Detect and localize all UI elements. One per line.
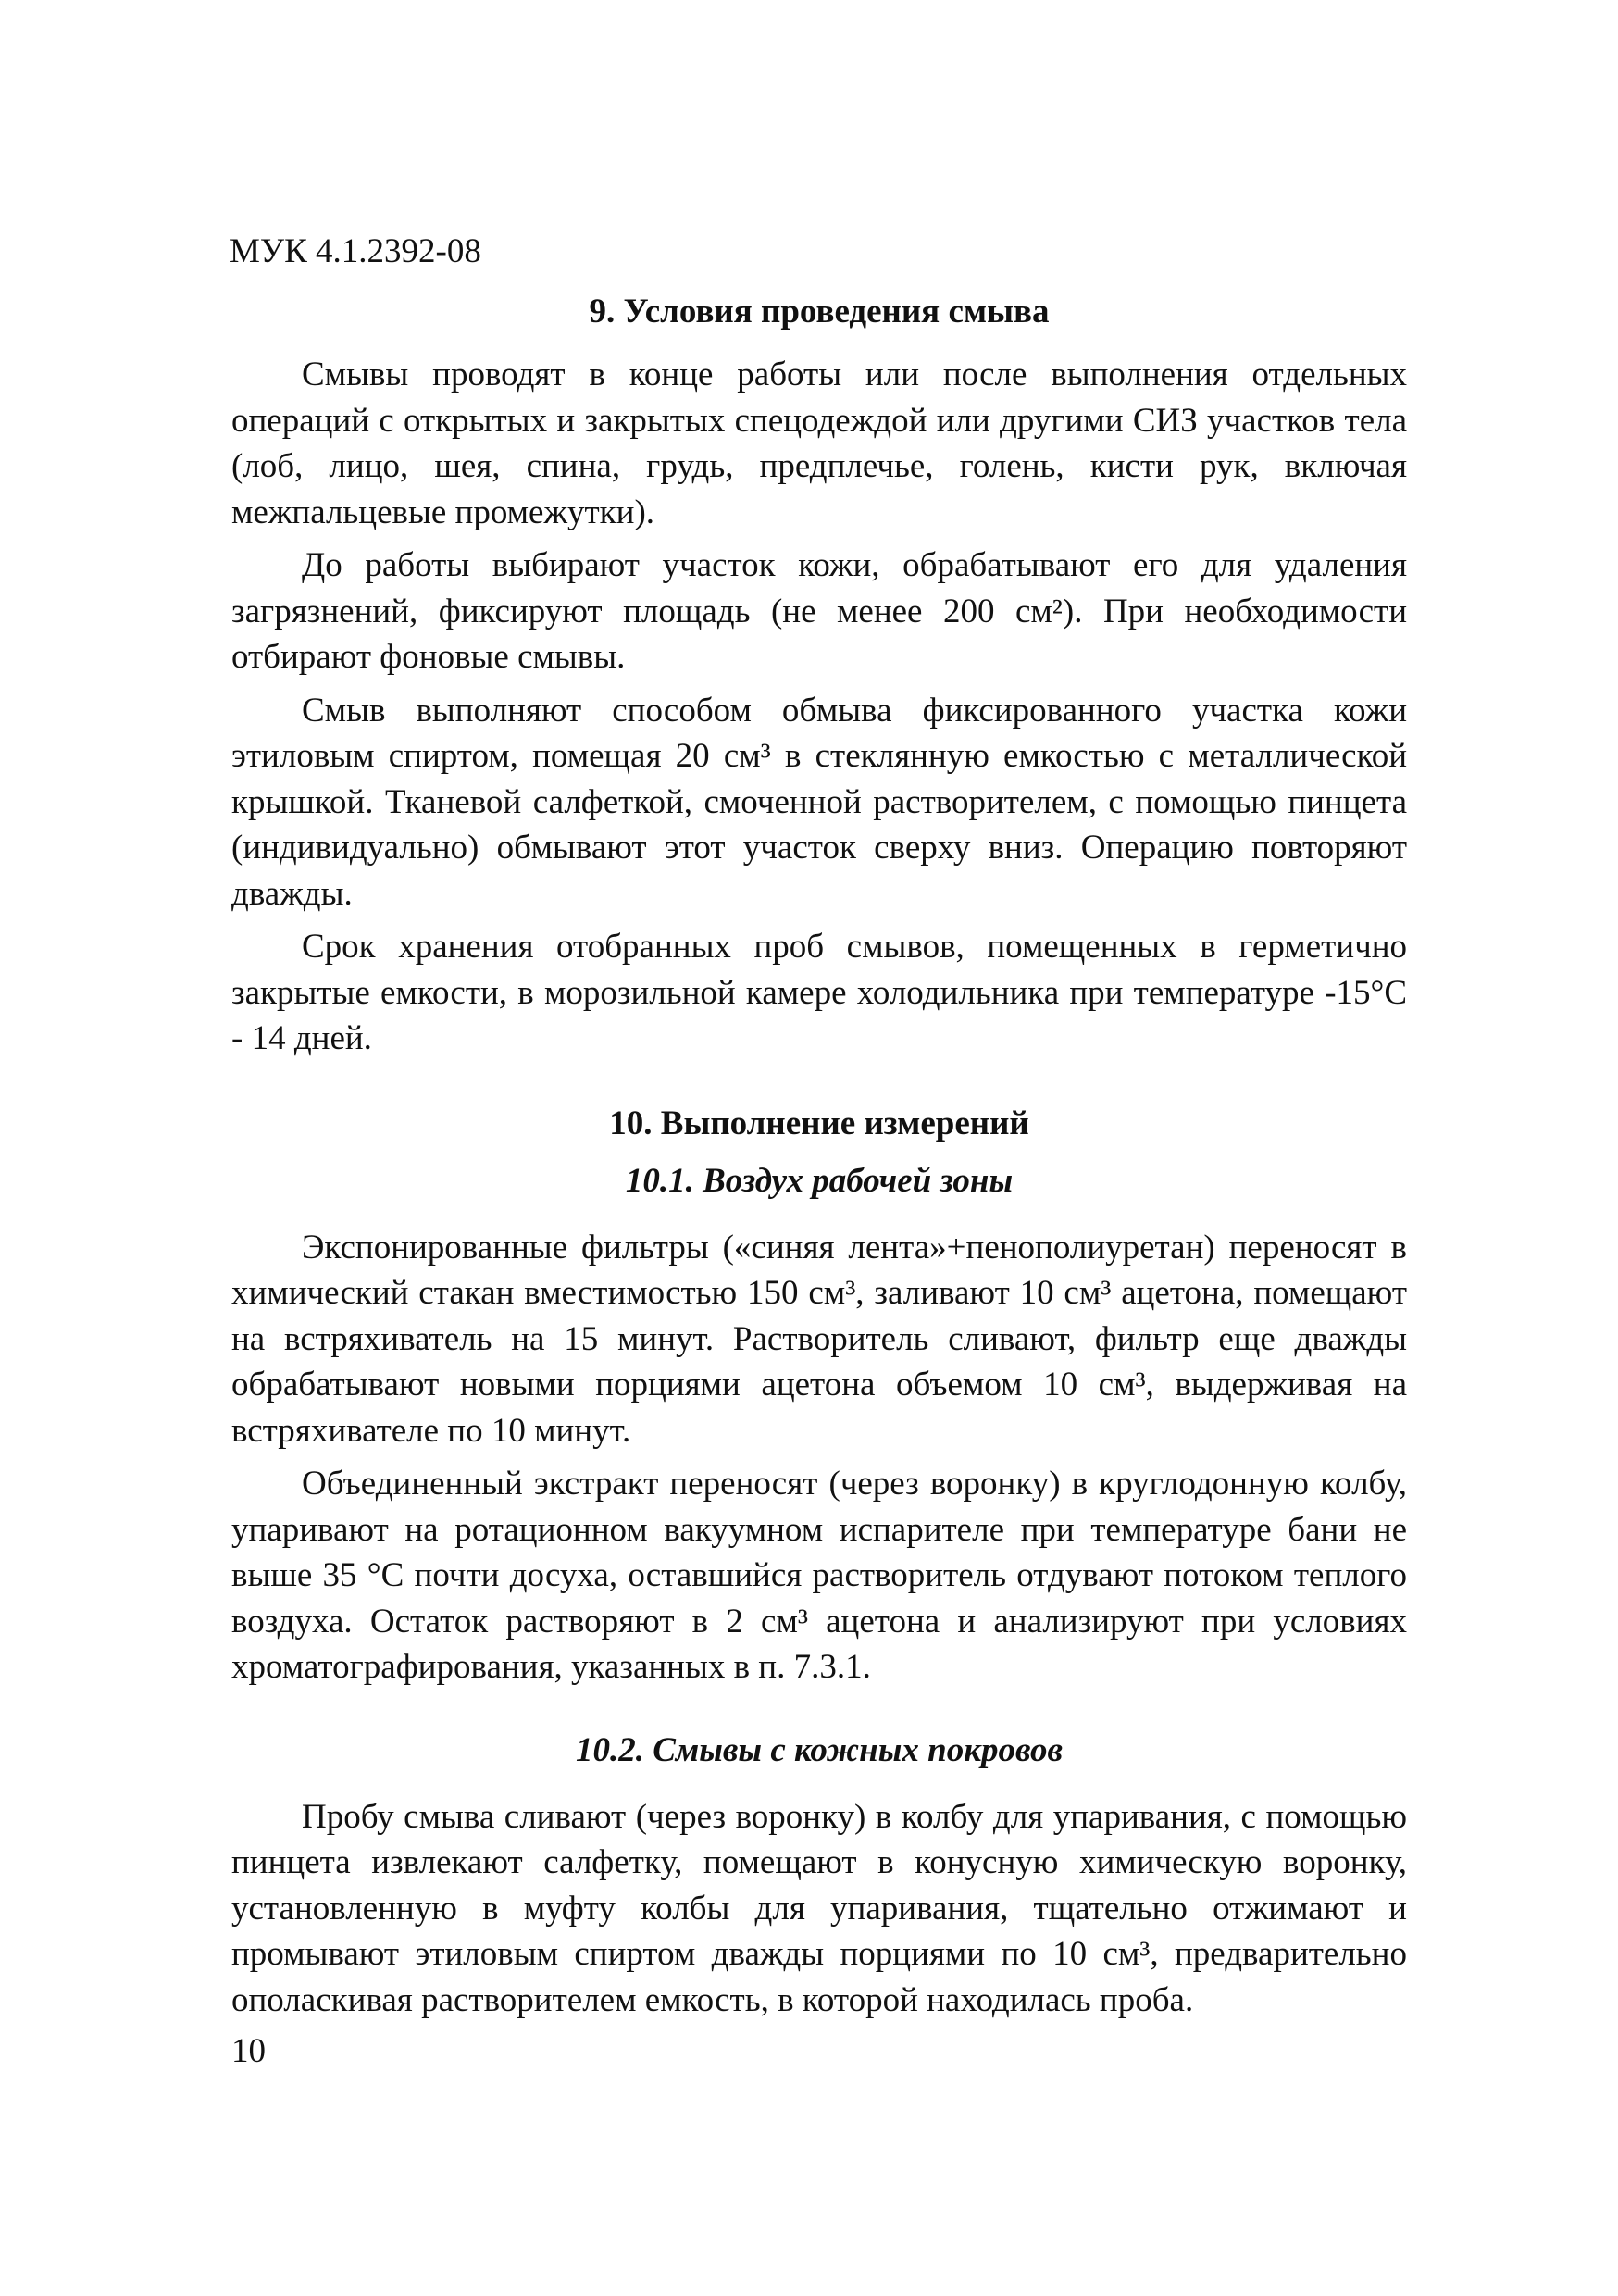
subsection-10-1-heading: 10.1. Воздух рабочей зоны bbox=[625, 1161, 1014, 1200]
section-9-paragraph-1: Смывы проводят в конце работы или после выполнения отдельных операций с открытых и закрытых спецодеждой или другими СИЗ участков тела (лоб, лицо, шея, спина, грудь, предплечье, голень, кисти рук, включая межпальцевые промежутки). bbox=[231, 356, 1407, 531]
section-9-paragraph-2: До работы выбирают участок кожи, обрабатывают его для удаления загрязнений, фиксируют площадь (не менее 200 см²). При необходимости отбирают фоновые смывы. bbox=[231, 546, 1407, 676]
section-9-paragraph-3: Смыв выполняют способом обмыва фиксированного участка кожи этиловым спиртом, помещая 20 см³ в стеклянную емкостью с металлической крышкой. Тканевой салфеткой, смоченной растворителем, с помощью пинцета (индивидуально) обмывают этот участок сверху вниз. Операцию повторяют дважды. bbox=[231, 691, 1407, 913]
section-9-paragraph-4: Срок хранения отобранных проб смывов, помещенных в герметично закрытые емкости, в морозильной камере холодильника при температуре -15°С - 14 дней. bbox=[231, 928, 1407, 1057]
subsection-10-1-paragraph-2: Объединенный экстракт переносят (через воронку) в круглодонную колбу, упаривают на ротационном вакуумном испарителе при температуре бани не выше 35 °С почти досуха, оставшийся растворитель отдувают потоком теплого воздуха. Остаток растворяют в 2 см³ ацетона и анализируют при условиях хроматографирования, указанных в п. 7.3.1. bbox=[231, 1465, 1407, 1686]
section-10-heading: 10. Выполнение измерений bbox=[609, 1104, 1029, 1142]
page-number: 10 bbox=[231, 2032, 266, 2070]
subsection-10-2-paragraph-1: Пробу смыва сливают (через воронку) в колбу для упаривания, с помощью пинцета извлекают салфетку, помещают в конусную химическую воронку, установленную в муфту колбы для упаривания, тщательно отжимают и промывают этиловым спиртом дважды порциями по 10 см³, предварительно ополаскивая растворителем емкость, в которой находилась проба. bbox=[231, 1797, 1407, 2019]
page-content bbox=[231, 289, 1407, 2023]
subsection-10-2-heading: 10.2. Смывы с кожных покровов bbox=[575, 1730, 1064, 1769]
section-9-heading: 9. Условия проведения смыва bbox=[589, 293, 1050, 331]
subsection-10-1-paragraph-1: Экспонированные фильтры («синяя лента»+пенополиуретан) переносят в химический стакан вместимостью 150 см³, заливают 10 см³ ацетона, помещают на встряхиватель на 15 минут. Растворитель сливают, фильтр еще дважды обрабатывают новыми порциями ацетона объемом 10 см³, выдерживая на встряхивателе по 10 минут. bbox=[231, 1228, 1407, 1450]
document-code: МУК 4.1.2392-08 bbox=[230, 232, 481, 270]
